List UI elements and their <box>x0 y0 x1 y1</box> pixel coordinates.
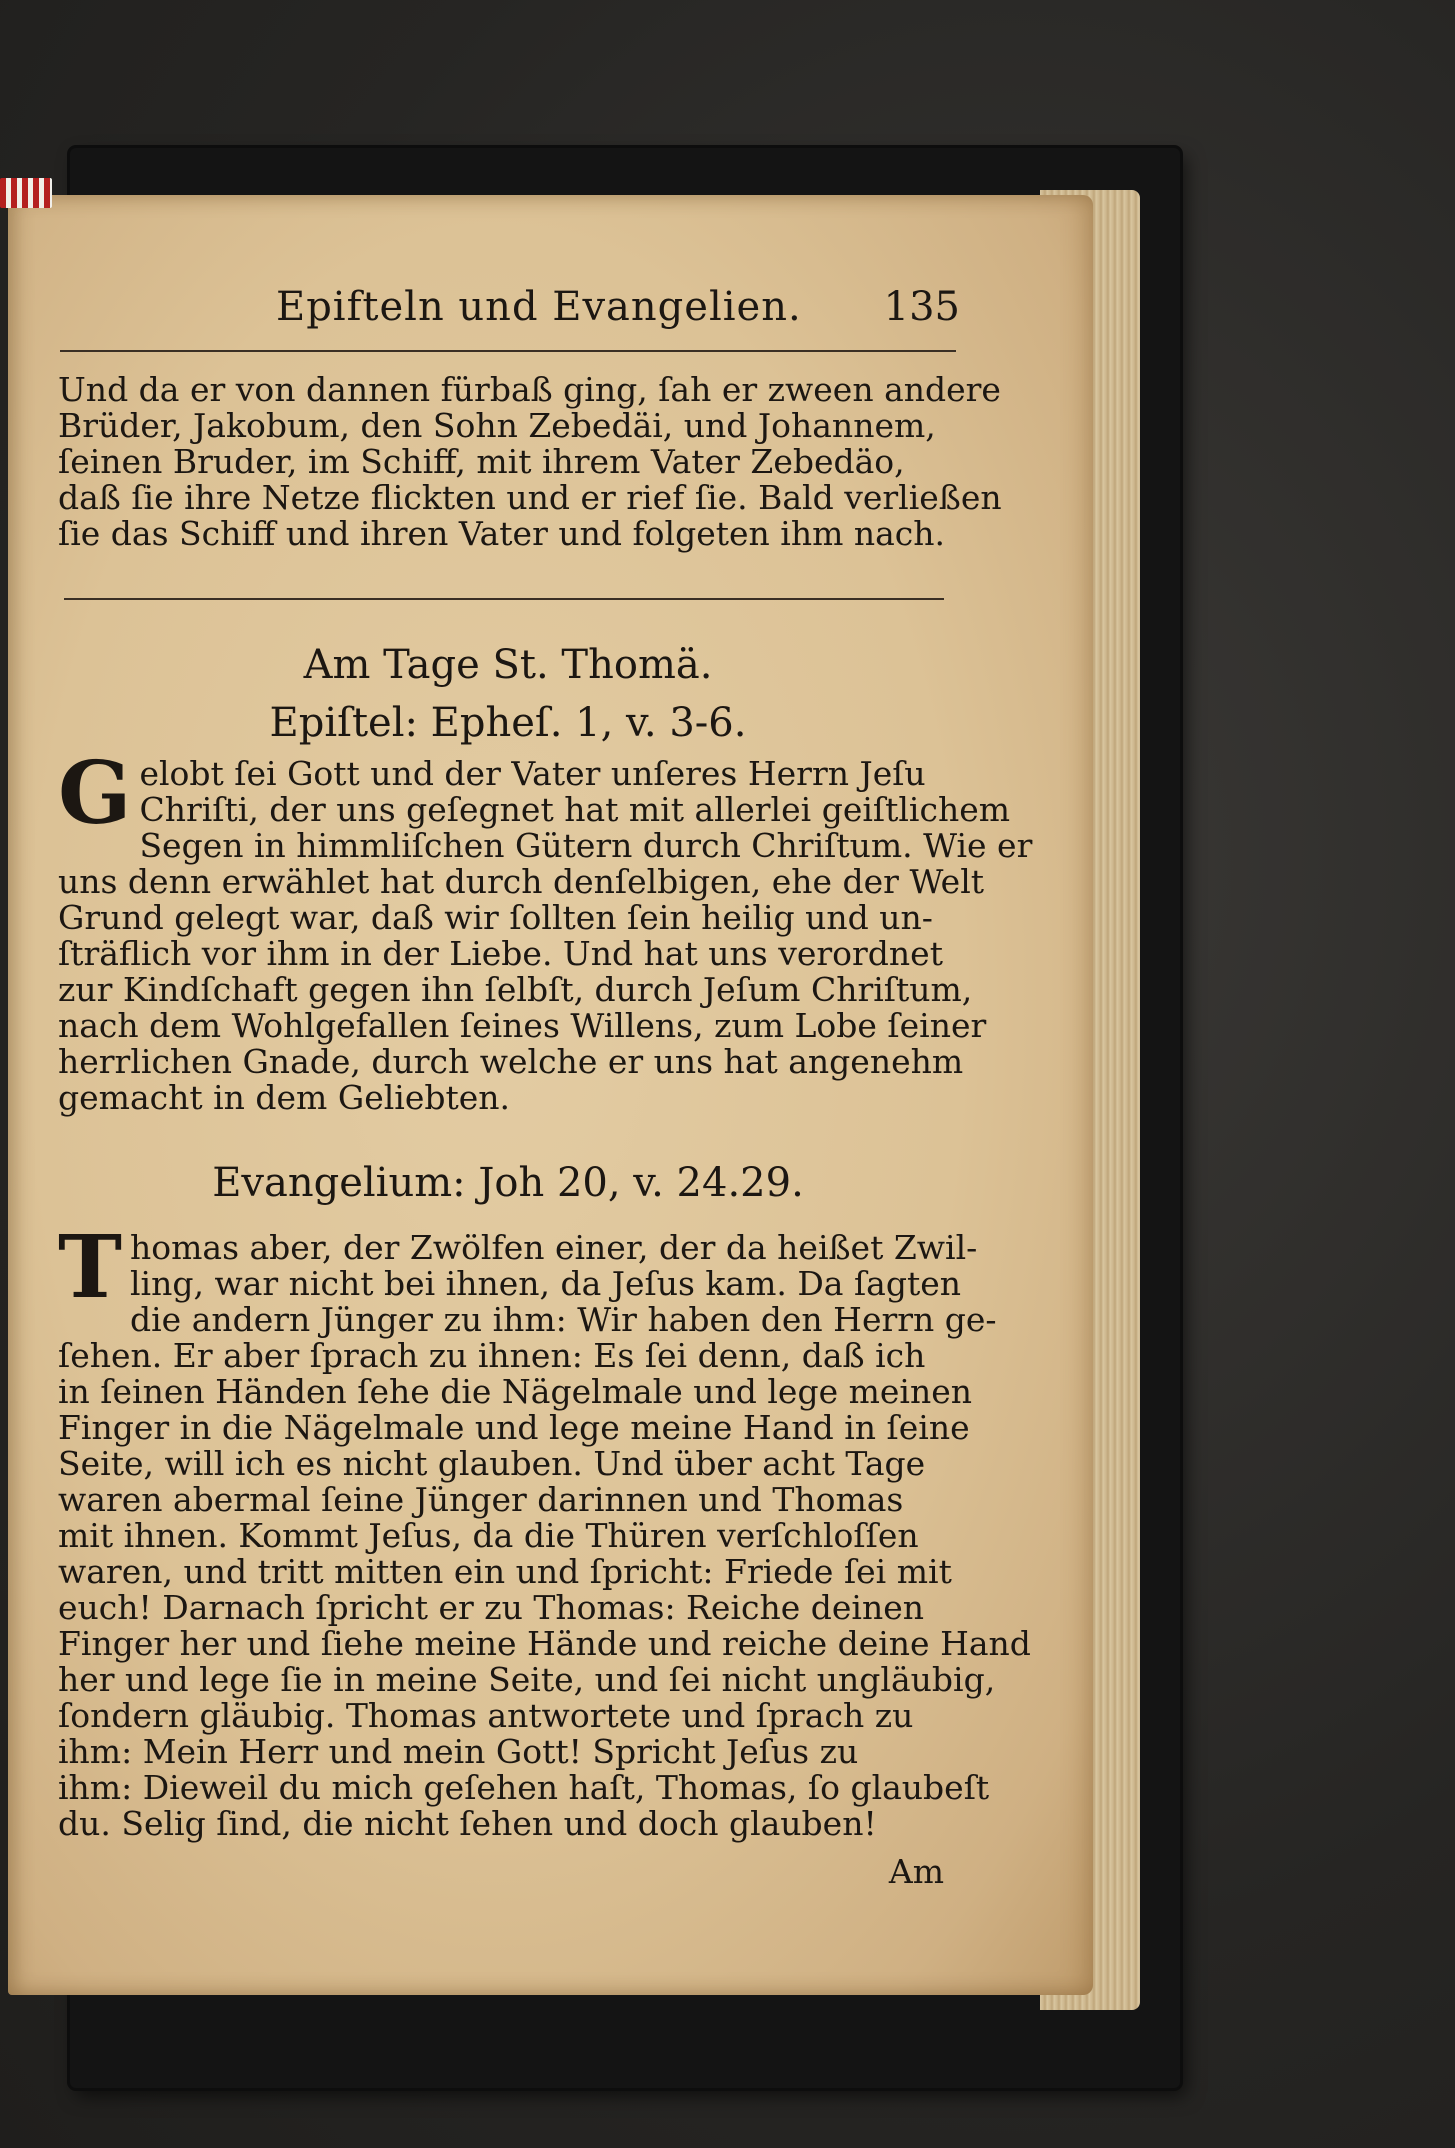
text-line: zur Kindſchaft gegen ihn ſelbſt, durch Jeſum Chriſtum, <box>58 970 973 1009</box>
intro-paragraph <box>58 370 1002 553</box>
text-line: ſehen. Er aber ſprach zu ihnen: Es ſei denn, daß ich <box>58 1336 926 1375</box>
text-line: Grund gelegt war, daß wir ſollten ſein heilig und un- <box>58 898 933 937</box>
text-line: euch! Darnach ſpricht er zu Thomas: Reiche deinen <box>58 1588 924 1627</box>
gospel-text <box>58 1217 1031 1843</box>
section-title: Am Tage St. Thomä. <box>303 642 713 688</box>
text-line: gemacht in dem Geliebten. <box>58 1078 511 1117</box>
text-line: Und da er von dannen fürbaß ging, ſah er zween andere <box>58 370 1001 409</box>
text-line: her und lege ſie in meine Seite, und ſei nicht ungläubig, <box>58 1660 996 1699</box>
text-line: Segen in himmliſchen Gütern durch Chriſtum. Wie er <box>139 826 1033 865</box>
header-rule <box>60 350 956 352</box>
text-line: waren abermal ſeine Jünger darinnen und Thomas <box>58 1480 904 1519</box>
epistle-heading: Epiſtel: Epheſ. 1, v. 3-6. <box>269 700 747 746</box>
text-line: waren, und tritt mitten ein und ſpricht: Friede ſei mit <box>58 1552 952 1591</box>
page-number: 135 <box>883 284 960 330</box>
text-line: herrlichen Gnade, durch welche er uns hat angenehm <box>58 1042 964 1081</box>
running-head <box>58 280 958 340</box>
text-line: Seite, will ich es nicht glauben. Und über acht Tage <box>58 1444 926 1483</box>
text-line: uns denn erwählet hat durch denſelbigen, ehe der Welt <box>58 862 985 901</box>
text-line: ling, war nicht bei ihnen, da Jeſus kam. Da ſagten <box>130 1264 962 1303</box>
bookmark-ribbon <box>0 178 52 208</box>
drop-cap: T <box>58 1217 122 1318</box>
gospel-heading: Evangelium: Joh 20, v. 24.29. <box>212 1160 804 1206</box>
running-title: Epifteln und Evangelien. <box>276 284 802 330</box>
section-divider <box>64 598 944 600</box>
text-line: ſträflich vor ihm in der Liebe. Und hat uns verordnet <box>58 934 943 973</box>
text-line: nach dem Wohlgefallen ſeines Willens, zum Lobe ſeiner <box>58 1006 987 1045</box>
text-line: ſie das Schiff und ihren Vater und folgeten ihm nach. <box>58 514 946 553</box>
text-line: Finger her und ſiehe meine Hände und reiche deine Hand <box>58 1624 1031 1663</box>
text-line: homas aber, der Zwölfen einer, der da heißet Zwil- <box>130 1228 978 1267</box>
text-line: die andern Jünger zu ihm: Wir haben den Herrn ge- <box>130 1300 997 1339</box>
text-line: elobt ſei Gott und der Vater unſeres Herrn Jeſu <box>139 754 926 793</box>
text-line: ſondern gläubig. Thomas antwortete und ſprach zu <box>58 1696 914 1735</box>
text-line: du. Selig ſind, die nicht ſehen und doch glauben! <box>58 1804 877 1843</box>
epistle-text <box>58 743 1033 1117</box>
catchword: Am <box>888 1852 944 1891</box>
text-line: Chriſti, der uns geſegnet hat mit allerlei geiſtlichem <box>139 790 1011 829</box>
text-line: Finger in die Nägelmale und lege meine Hand in ſeine <box>58 1408 970 1447</box>
text-line: Brüder, Jakobum, den Sohn Zebedäi, und Johannem, <box>58 406 936 445</box>
text-line: ſeinen Bruder, im Schiff, mit ihrem Vater Zebedäo, <box>58 442 905 481</box>
text-line: mit ihnen. Kommt Jeſus, da die Thüren verſchloſſen <box>58 1516 919 1555</box>
drop-cap: G <box>58 743 132 844</box>
text-line: in ſeinen Händen ſehe die Nägelmale und lege meinen <box>58 1372 972 1411</box>
text-line: ihm: Mein Herr und mein Gott! Spricht Jeſus zu <box>58 1732 859 1771</box>
text-line: daß ſie ihre Netze flickten und er rief ſie. Bald verließen <box>58 478 1002 517</box>
text-line: ihm: Dieweil du mich geſehen haſt, Thomas, ſo glaubeſt <box>58 1768 990 1807</box>
